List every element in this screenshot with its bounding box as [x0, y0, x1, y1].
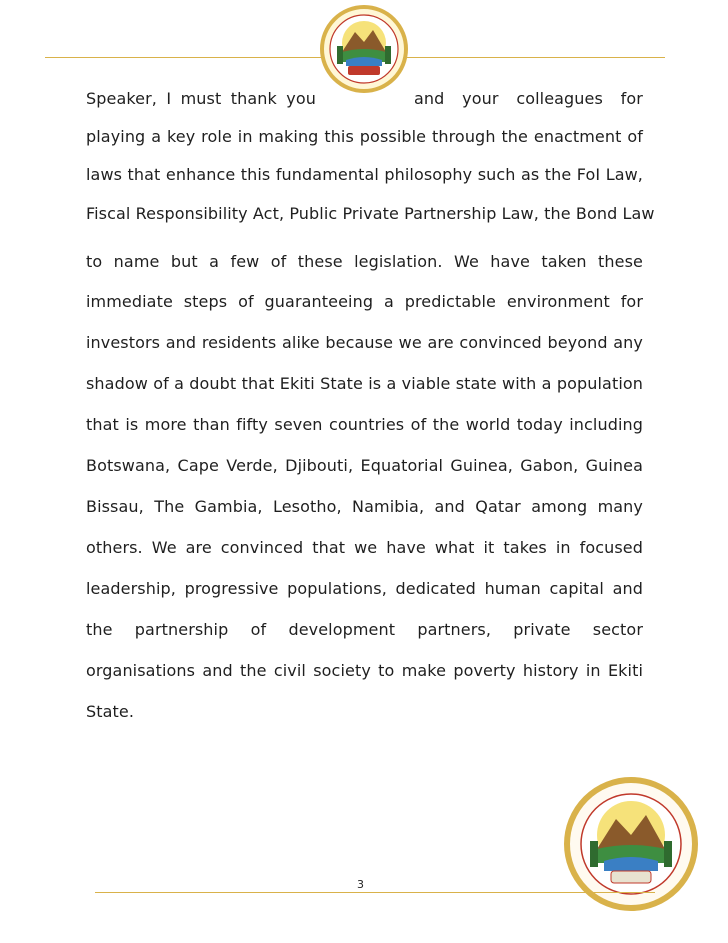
text-line-1a: Speaker, I must thank you	[86, 89, 316, 108]
text-line-16: State.	[86, 702, 135, 721]
text-line-12: others. We are convinced that we have what it takes in focused	[86, 538, 643, 557]
text-line-6: immediate steps of guaranteeing a predictable environment for	[86, 292, 643, 311]
text-line-5: to name but a few of these legislation. We have taken these	[86, 252, 643, 271]
text-line-3: laws that enhance this fundamental philosophy such as the FoI Law,	[86, 165, 643, 184]
text-line-14: the partnership of development partners, private sector	[86, 620, 643, 639]
text-line-4: Fiscal Responsibility Act, Public Private Partnership Law, the Bond Law	[86, 204, 655, 223]
text-line-15: organisations and the civil society to make poverty history in Ekiti	[86, 661, 643, 680]
text-line-8: shadow of a doubt that Ekiti State is a viable state with a population	[86, 374, 643, 393]
text-line-10: Botswana, Cape Verde, Djibouti, Equatorial Guinea, Gabon, Guinea	[86, 456, 643, 475]
text-line-1b: and your colleagues for	[414, 89, 643, 108]
text-line-7: investors and residents alike because we are convinced beyond any	[86, 333, 643, 352]
page-number: 3	[357, 878, 364, 891]
text-line-9: that is more than fifty seven countries of the world today including	[86, 415, 643, 434]
text-line-13: leadership, progressive populations, dedicated human capital and	[86, 579, 643, 598]
text-line-11: Bissau, The Gambia, Lesotho, Namibia, and Qatar among many	[86, 497, 643, 516]
text-line-2: playing a key role in making this possible through the enactment of	[86, 127, 643, 146]
header-seal-icon	[319, 2, 409, 96]
footer-rule	[95, 892, 655, 893]
